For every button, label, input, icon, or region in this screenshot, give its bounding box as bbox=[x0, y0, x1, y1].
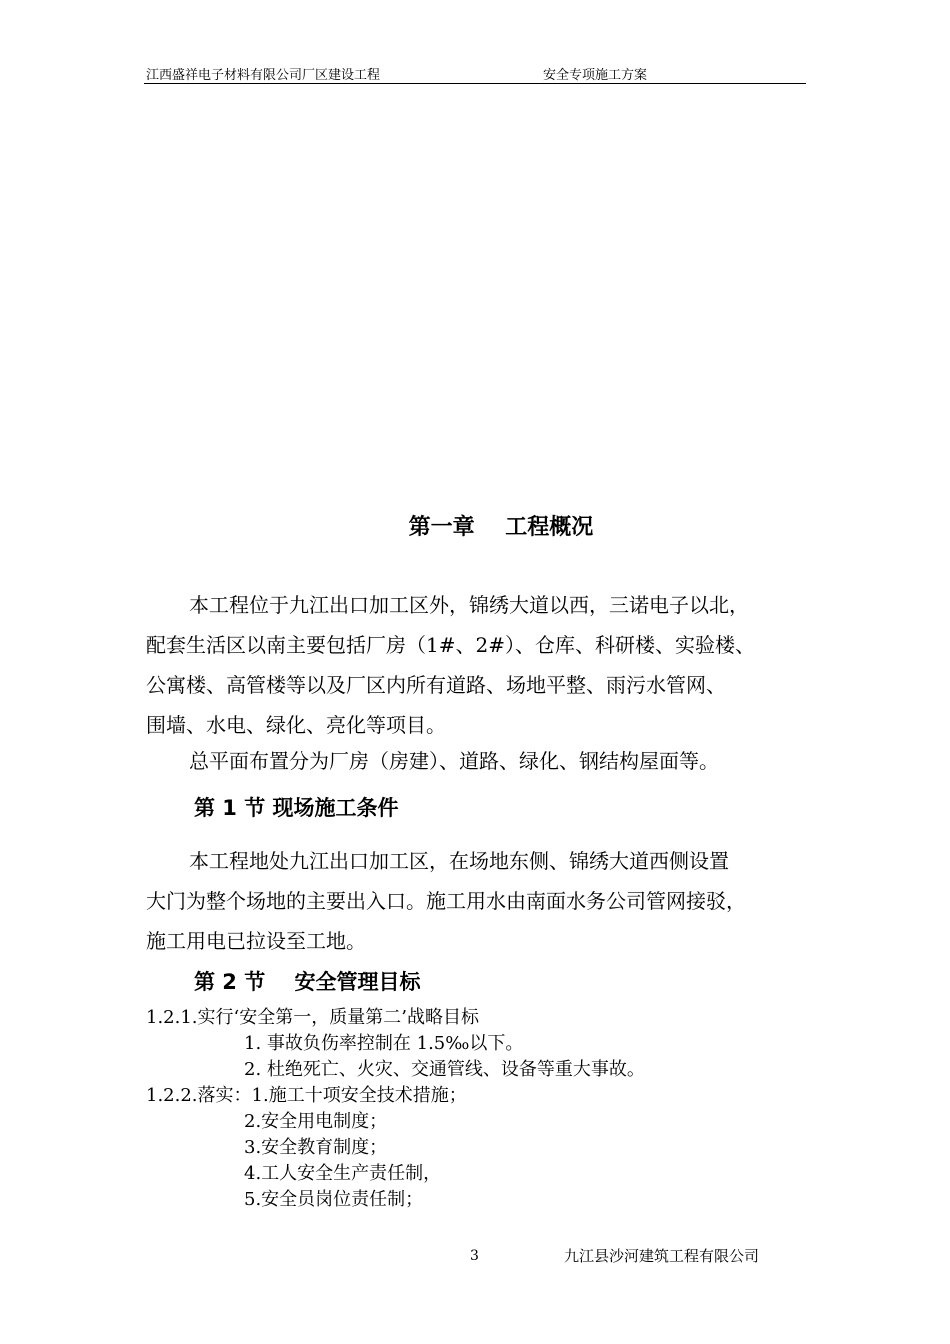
list-sub-item: 1. 事故负伤率控制在 1.5‰以下。 bbox=[244, 1033, 524, 1054]
text-line: 公寓楼、高管楼等以及厂区内所有道路、场地平整、雨污水管网、 bbox=[146, 673, 726, 697]
header-project-name: 江西盛祥电子材料有限公司厂区建设工程 bbox=[146, 68, 381, 83]
header-document-title: 安全专项施工方案 bbox=[543, 68, 648, 83]
list-item: 1.2.1.实行‘安全第一，质量第二’战略目标 bbox=[146, 1007, 479, 1028]
safety-goals-list bbox=[146, 1005, 645, 1213]
list-sub-item: 5.安全员岗位责任制； bbox=[244, 1189, 424, 1210]
list-sub-item: 4.工人安全生产责任制， bbox=[244, 1163, 442, 1184]
list-sub-item: 2. 杜绝死亡、火灾、交通管线、设备等重大事故。 bbox=[244, 1059, 645, 1080]
text-line: 总平面布置分为厂房（房建）、道路、绿化、钢结构屋面等。 bbox=[189, 749, 719, 773]
text-line: 施工用电已拉设至工地。 bbox=[146, 929, 366, 953]
page-number: 3 bbox=[470, 1248, 479, 1264]
list-sub-item: 2.安全用电制度； bbox=[244, 1111, 388, 1132]
text-line: 配套生活区以南主要包括厂房（1#、2#）、仓库、科研楼、实验楼、 bbox=[146, 633, 755, 657]
chapter-title: 第一章 工程概况 bbox=[408, 515, 594, 540]
footer-company-name: 九江县沙河建筑工程有限公司 bbox=[564, 1247, 760, 1265]
text-line: 大门为整个场地的主要出入口。施工用水由南面水务公司管网接驳， bbox=[146, 889, 746, 913]
section-2-title: 第 2 节 安全管理目标 bbox=[194, 970, 421, 994]
text-line: 本工程地处九江出口加工区，在场地东侧、锦绣大道西侧设置 bbox=[189, 849, 729, 873]
text-line: 围墙、水电、绿化、亮化等项目。 bbox=[146, 713, 446, 737]
overview-paragraph-1 bbox=[146, 585, 826, 745]
text-line: 本工程位于九江出口加工区外，锦绣大道以西，三诺电子以北， bbox=[189, 593, 749, 617]
list-item: 1.2.2.落实：1.施工十项安全技术措施； bbox=[146, 1085, 467, 1106]
header-divider bbox=[144, 83, 806, 84]
overview-paragraph-2 bbox=[146, 741, 826, 781]
section-1-paragraph bbox=[146, 841, 826, 961]
section-1-title: 第 1 节 现场施工条件 bbox=[194, 796, 399, 820]
list-sub-item: 3.安全教育制度； bbox=[244, 1137, 388, 1158]
